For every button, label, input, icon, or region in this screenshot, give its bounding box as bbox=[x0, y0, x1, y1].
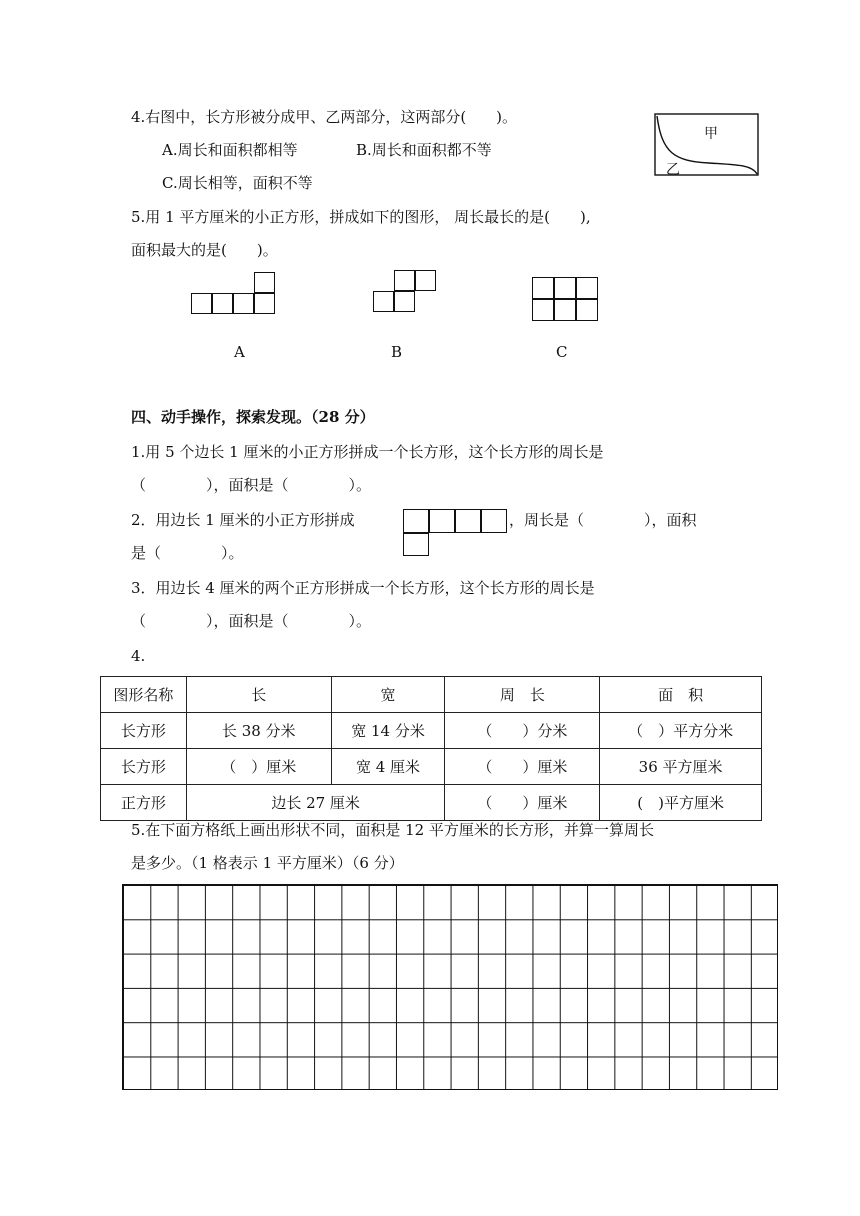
square-cell bbox=[373, 291, 394, 312]
q4-label-yi: 乙 bbox=[666, 162, 680, 178]
shape-table bbox=[100, 676, 762, 821]
s4-p2-line2: 是（ ）。 bbox=[131, 544, 244, 562]
square-cell bbox=[212, 293, 233, 314]
s4-p5-line2: 是多少。（1 格表示 1 平方厘米）（6 分） bbox=[131, 854, 404, 872]
table-cell: 宽 14 分米 bbox=[331, 713, 445, 749]
table-header-cell: 长 bbox=[186, 677, 331, 713]
table-cell: （ ）厘米 bbox=[445, 785, 600, 821]
square-cell bbox=[554, 277, 576, 299]
table-header-row bbox=[101, 677, 762, 713]
table-cell: 宽 4 厘米 bbox=[331, 749, 445, 785]
q5-label-b: B bbox=[391, 343, 403, 361]
s4-p1-line2: （ ），面积是（ ）。 bbox=[131, 476, 372, 494]
square-cell bbox=[233, 293, 254, 314]
table-cell: 长 38 分米 bbox=[186, 713, 331, 749]
square-cell bbox=[254, 272, 275, 293]
q5-line2: 面积最大的是( )。 bbox=[131, 241, 278, 259]
square-cell bbox=[576, 299, 598, 321]
table-row bbox=[101, 713, 762, 749]
q4-option-b: B.周长和面积都不等 bbox=[356, 141, 492, 159]
table-cell: 长方形 bbox=[101, 749, 187, 785]
table-cell: （ ）分米 bbox=[445, 713, 600, 749]
square-cell bbox=[394, 291, 415, 312]
square-cell bbox=[532, 277, 554, 299]
s4-p4-label: 4. bbox=[131, 647, 146, 665]
s4-p3-line1: 3．用边长 4 厘米的两个正方形拼成一个长方形，这个长方形的周长是 bbox=[131, 579, 595, 597]
table-cell: ( )平方厘米 bbox=[600, 785, 762, 821]
table-cell: 长方形 bbox=[101, 713, 187, 749]
section4-heading: 四、动手操作，探索发现。（28 分） bbox=[131, 408, 375, 426]
s4-p5-line1: 5.在下面方格纸上画出形状不同，面积是 12 平方厘米的长方形，并算一算周长 bbox=[131, 821, 654, 839]
q5-label-a: A bbox=[234, 343, 245, 361]
q4-question: 4.右图中，长方形被分成甲、乙两部分，这两部分( )。 bbox=[131, 108, 518, 126]
table-cell: 边长 27 厘米 bbox=[186, 785, 445, 821]
square-cell bbox=[481, 509, 507, 533]
s4-p3-line2: （ ），面积是（ ）。 bbox=[131, 612, 372, 630]
s4-p2-line1-left: 2．用边长 1 厘米的小正方形拼成 bbox=[131, 511, 355, 529]
square-cell bbox=[532, 299, 554, 321]
q5-line1: 5.用 1 平方厘米的小正方形，拼成如下的图形， 周长最长的是( ), bbox=[131, 208, 591, 226]
square-cell bbox=[394, 270, 415, 291]
table-cell: 正方形 bbox=[101, 785, 187, 821]
q4-label-jia: 甲 bbox=[704, 126, 718, 142]
square-cell bbox=[554, 299, 576, 321]
square-cell bbox=[576, 277, 598, 299]
square-cell bbox=[191, 293, 212, 314]
table-cell: （ ）厘米 bbox=[445, 749, 600, 785]
table-cell: （ ）厘米 bbox=[186, 749, 331, 785]
table-header-cell: 图形名称 bbox=[101, 677, 187, 713]
square-cell bbox=[429, 509, 455, 533]
table-header-cell: 周 长 bbox=[445, 677, 600, 713]
square-cell bbox=[403, 533, 429, 556]
table-row bbox=[101, 749, 762, 785]
s4-p2-line1-right: ，周长是（ ），面积 bbox=[509, 511, 697, 529]
s4-p1-line1: 1.用 5 个边长 1 厘米的小正方形拼成一个长方形，这个长方形的周长是 bbox=[131, 443, 604, 461]
q4-option-c: C.周长相等，面积不等 bbox=[162, 174, 313, 192]
table-cell: 36 平方厘米 bbox=[600, 749, 762, 785]
table-header-cell: 面 积 bbox=[600, 677, 762, 713]
square-cell bbox=[415, 270, 436, 291]
graph-paper-grid[interactable] bbox=[122, 884, 778, 1090]
q5-label-c: C bbox=[556, 343, 568, 361]
table-row bbox=[101, 785, 762, 821]
q4-option-a: A.周长和面积都相等 bbox=[162, 141, 298, 159]
table-cell: （ ）平方分米 bbox=[600, 713, 762, 749]
table-header-cell: 宽 bbox=[331, 677, 445, 713]
square-cell bbox=[403, 509, 429, 533]
square-cell bbox=[254, 293, 275, 314]
square-cell bbox=[455, 509, 481, 533]
